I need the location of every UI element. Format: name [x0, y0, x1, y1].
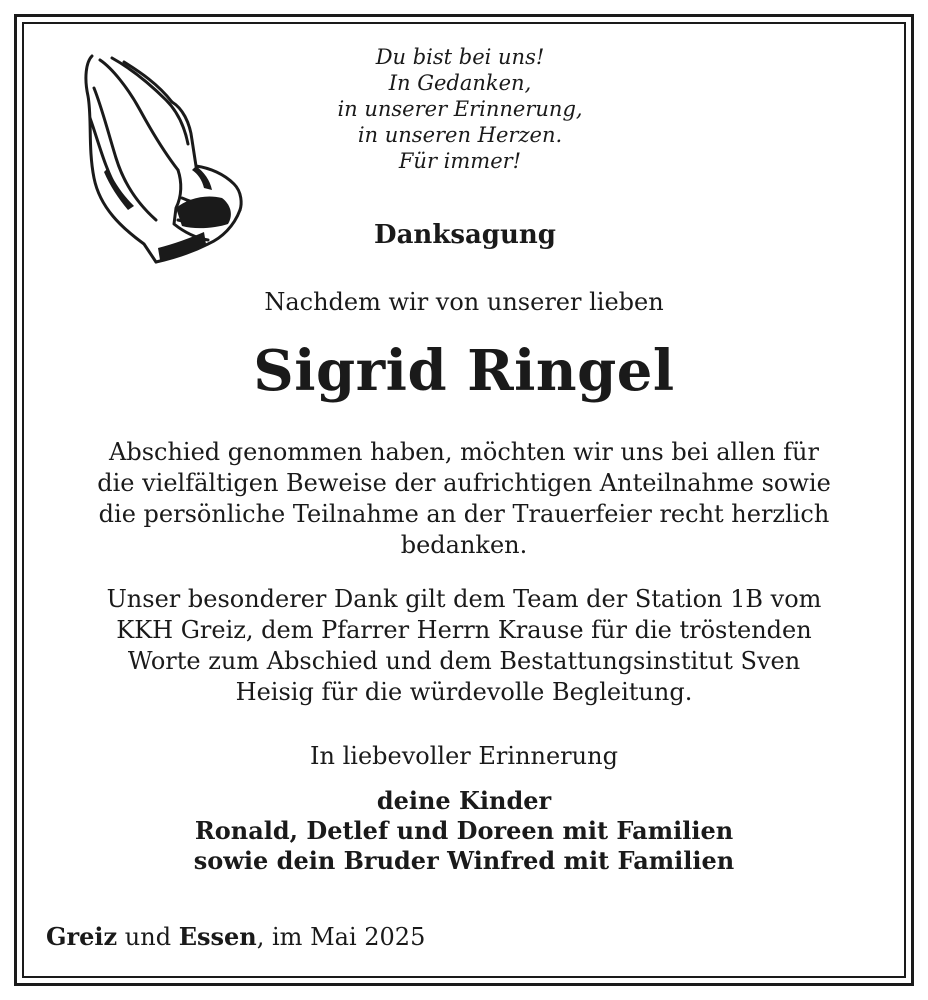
paragraph-line: Unser besonderer Dank gilt dem Team der Station 1B vom: [106, 585, 822, 613]
date-text: , im Mai 2025: [256, 923, 426, 951]
place-connector: und: [117, 923, 179, 951]
poem-line: Du bist bei uns!: [375, 45, 545, 69]
poem-line: Für immer!: [398, 149, 522, 173]
paragraph-line: die vielfältigen Beweise der aufrichtigen Anteilnahme sowie: [97, 469, 831, 497]
poem-line: in unserer Erinnerung,: [337, 97, 583, 121]
poem: [300, 44, 620, 174]
thanks-paragraph: [38, 437, 890, 561]
poem-line: In Gedanken,: [388, 71, 532, 95]
family-line: deine Kinder: [376, 786, 552, 815]
paragraph-line: KKH Greiz, dem Pfarrer Herrn Krause für die tröstenden: [116, 616, 812, 644]
paragraph-line: die persönliche Teilnahme an der Trauerfeier recht herzlich: [98, 500, 830, 528]
place-and-date: [46, 922, 425, 951]
praying-hands-icon: [78, 48, 246, 270]
paragraph-line: bedanken.: [400, 531, 528, 559]
paragraph-line: Worte zum Abschied und dem Bestattungsinstitut Sven: [127, 647, 801, 675]
family-line: Ronald, Detlef und Doreen mit Familien: [194, 816, 734, 845]
closing-text: In liebevoller Erinnerung: [310, 742, 618, 770]
special-thanks-paragraph: [38, 584, 890, 708]
poem-line: in unseren Herzen.: [357, 123, 563, 147]
deceased-name: Sigrid Ringel: [253, 338, 675, 404]
intro-text: Nachdem wir von unserer lieben: [264, 288, 664, 316]
city-greiz: Greiz: [46, 922, 118, 951]
city-essen: Essen: [178, 922, 257, 951]
heading: Danksagung: [374, 220, 556, 250]
family-line: sowie dein Bruder Winfred mit Familien: [193, 846, 735, 875]
paragraph-line: Heisig für die würdevolle Begleitung.: [235, 678, 693, 706]
paragraph-line: Abschied genommen haben, möchten wir uns bei allen für: [109, 438, 819, 466]
family-signature: [0, 786, 928, 876]
